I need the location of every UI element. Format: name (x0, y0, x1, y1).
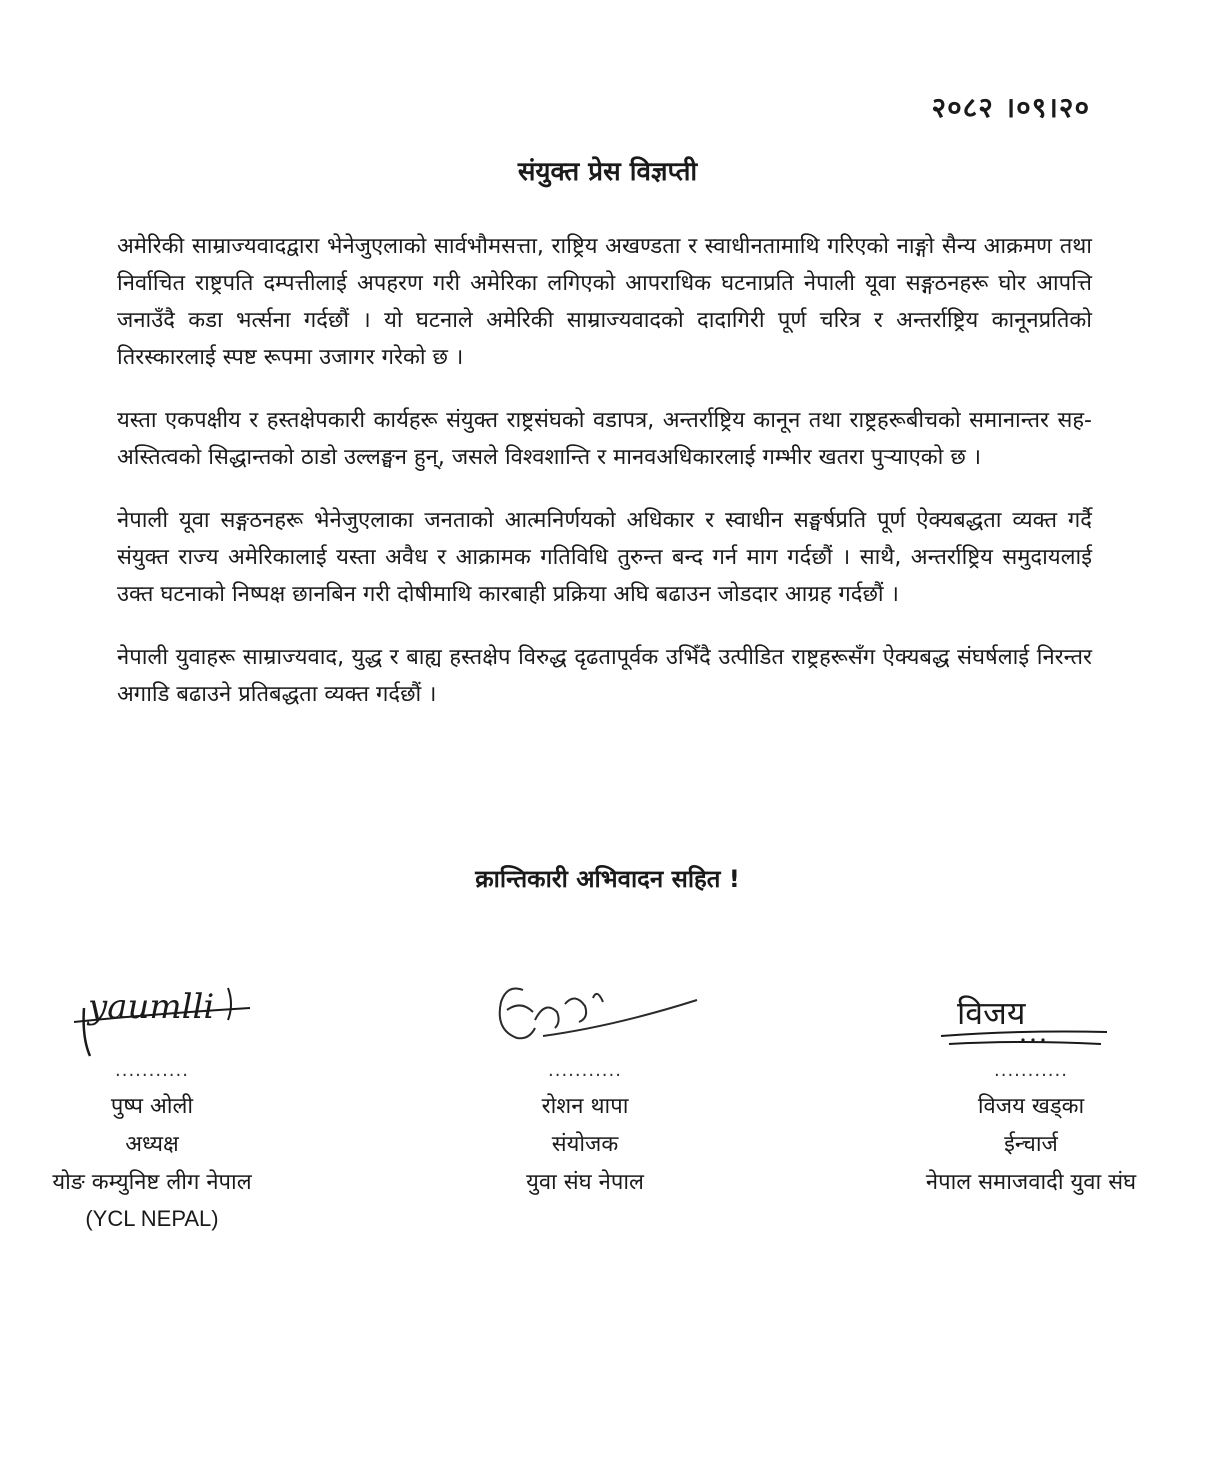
document-body (117, 228, 1092, 739)
document-date: २०८२ ।०९।२० (931, 91, 1090, 124)
signature-bijay-khadka (871, 978, 1191, 1060)
signatory-abbreviation: (YCL NEPAL) (85, 1206, 219, 1231)
signatory-name: पुष्प ओली (110, 1094, 194, 1119)
document-title: संयुक्त प्रेस विज्ञप्ती (517, 157, 698, 187)
signatory-name: विजय खड्का (977, 1094, 1085, 1119)
signatory-yuva-sangh (425, 978, 745, 1202)
signatory-name: रोशन थापा (541, 1094, 629, 1119)
closing-greeting: क्रान्तिकारी अभिवादन सहित ! (475, 865, 740, 893)
paragraph-4: नेपाली युवाहरू साम्राज्यवाद, युद्ध र बाह्य हस्तक्षेप विरुद्ध दृढतापूर्वक उभिँदै उत्पीडित राष्ट्रहरूसँग ऐक्यबद्ध संघर्षलाई निरन्तर अगाडि बढाउने प्रतिबद्धता व्यक्त गर्दछौं । (117, 645, 1092, 707)
signature-dots: ........... (994, 1060, 1068, 1081)
signature-dots: ........... (115, 1060, 189, 1081)
signature-text: yaumlli (88, 987, 215, 1027)
signatory-organization: योङ कम्युनिष्ट लीग नेपाल (52, 1170, 252, 1195)
signature-pushpa-oli (0, 978, 312, 1060)
paragraph-3: नेपाली यूवा सङ्गठनहरू भेनेजुएलाका जनताको आत्मनिर्णयको अधिकार र स्वाधीन सङ्घर्षप्रति पूर्ण ऐक्यबद्धता व्यक्त गर्दै संयुक्त राज्य अमेरिकालाई यस्ता अवैध र आक्रामक गतिविधि तुरुन्त बन्द गर्न माग गर्दछौं । साथै, अन्तर्राष्ट्रिय समुदायलाई उक्त घटनाको निष्पक्ष छानबिन गरी दोषीमाथि कारबाही प्रक्रिया अघि बढाउन जोडदार आग्रह गर्दछौं । (117, 508, 1092, 607)
paragraph-2: यस्ता एकपक्षीय र हस्तक्षेपकारी कार्यहरू संयुक्त राष्ट्रसंघको वडापत्र, अन्तर्राष्ट्रिय कानून तथा राष्ट्रहरूबीचको समानान्तर सह-अस्तित्वको सिद्धान्तको ठाडो उल्लङ्घन हुन्, जसले विश्वशान्ति र मानवअधिकारलाई गम्भीर खतरा पुऱ्याएको छ । (117, 408, 1092, 470)
signatory-position: अध्यक्ष (125, 1132, 179, 1157)
signatory-organization: नेपाल समाजवादी युवा संघ (925, 1170, 1137, 1195)
signature-dots: ........... (548, 1060, 622, 1081)
signature-roshan-thapa (425, 978, 745, 1060)
signatory-samajwadi-yuva (871, 978, 1191, 1202)
paragraph-1: अमेरिकी साम्राज्यवादद्वारा भेनेजुएलाको सार्वभौमसत्ता, राष्ट्रिय अखण्डता र स्वाधीनतामाथि गरिएको नाङ्गो सैन्य आक्रमण तथा निर्वाचित राष्ट्रपति दम्पत्तीलाई अपहरण गरी अमेरिका लगिएको आपराधिक घटनाप्रति नेपाली यूवा सङ्गठनहरू घोर आपत्ति जनाउँदै कडा भर्त्सना गर्दछौं । यो घटनाले अमेरिकी साम्राज्यवादको दादागिरी पूर्ण चरित्र र अन्तर्राष्ट्रिय कानूनप्रतिको तिरस्कारलाई स्पष्ट रूपमा उजागर गरेको छ । (117, 234, 1092, 370)
signatory-position: ईन्चार्ज (1004, 1132, 1058, 1157)
signatory-organization: युवा संघ नेपाल (526, 1170, 644, 1195)
signatory-ycl (0, 978, 312, 1236)
signatory-position: संयोजक (551, 1132, 619, 1157)
signature-text: विजय (957, 994, 1026, 1032)
